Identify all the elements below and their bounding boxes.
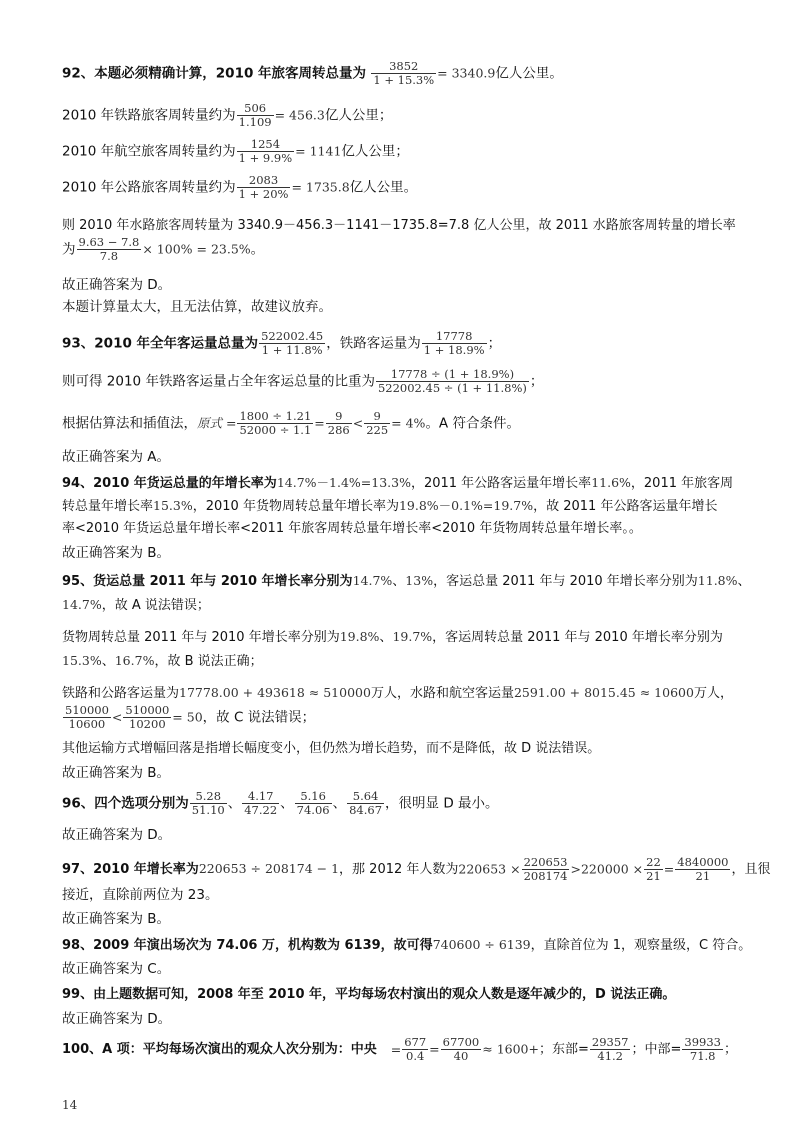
numerator: 9	[364, 410, 390, 424]
q92-line5: 则 2010 年水路旅客周转量为 3340.9－456.3－1141－1735.8=7.8 亿人公里，故 2011 水路旅客周转量的增长率	[62, 218, 736, 233]
denominator: 1.109	[238, 115, 272, 129]
fraction	[441, 1036, 482, 1063]
fraction	[326, 410, 352, 437]
denominator: 52000 ÷ 1.1	[239, 423, 312, 437]
numerator: 510000	[125, 703, 170, 717]
fraction	[242, 790, 279, 817]
q97-line1: 97、2010 年增长率为220653 ÷ 208174 − 1，那 2012 年人数为220653 × $\frac{220653}{208174}$ >220000 × $\frac{22}{21}$ = $\frac{4840000}{21}$ ，且很	[62, 855, 771, 883]
q95-line1: 95、货运总量 2011 年与 2010 年增长率分别为14.7%、13%，客运总量 2011 年与 2010 年增长率分别为11.8%、	[62, 573, 751, 589]
numerator: 29357	[591, 1035, 629, 1049]
denominator: 1 + 18.9%	[423, 343, 485, 357]
denominator: 286	[327, 423, 350, 437]
denominator: 40	[453, 1049, 469, 1063]
q92-answer: 故正确答案为 D。	[62, 277, 172, 293]
numerator: 1800 ÷ 1.21	[239, 409, 312, 423]
q98-line1: 98、2009 年演出场次为 74.06 万，机构数为 6139，故可得740600 ÷ 6139，直除首位为 1，观察量级，C 符合。	[62, 937, 752, 953]
denominator: 522002.45 ÷ (1 + 11.8%)	[377, 381, 527, 395]
numerator: 506	[237, 102, 274, 116]
numerator: 4840000	[677, 855, 729, 869]
numerator: 17778	[422, 330, 487, 344]
q95-line5: 铁路和公路客运量为17778.00 + 493618 ≈ 510000万人，水路和航空客运量2591.00 + 8015.45 ≈ 10600万人，	[62, 685, 733, 701]
denominator: 47.22	[244, 803, 278, 817]
numerator: 3852	[371, 60, 436, 74]
numerator: 677	[404, 1035, 427, 1049]
numerator: 4.17	[242, 790, 279, 804]
denominator: 225	[366, 423, 389, 437]
numerator: 2083	[237, 174, 291, 188]
q97-answer: 故正确答案为 B。	[62, 911, 171, 927]
q94-line1: 94、2010 年货运总量的年增长率为14.7%－1.4%=13.3%，2011 年公路客运量年增长率11.6%，2011 年旅客周	[62, 475, 734, 491]
denominator: 1 + 20%	[238, 187, 289, 201]
q96-line1: 96、四个选项分别为 $\frac{5.28}{51.10}$ 、 $\frac{4.17}{47.22}$ 、 $\frac{5.16}{74.06}$ 、 $\frac{5.64}{84.67}$ ，很明显 D 最小。	[62, 789, 499, 817]
fraction	[590, 1036, 631, 1063]
numerator: 5.16	[295, 790, 332, 804]
q93-answer: 故正确答案为 A。	[62, 449, 171, 465]
fraction	[295, 790, 332, 817]
q92-note: 本题计算量太大，且无法估算，故建议放弃。	[62, 299, 332, 315]
numerator: 9	[326, 410, 352, 424]
fraction	[675, 856, 730, 883]
denominator: 41.2	[597, 1049, 623, 1063]
denominator: 7.8	[99, 249, 119, 263]
numerator: 67700	[442, 1035, 480, 1049]
q93-line1: 93、2010 年全年客运量总量为 $\frac{522002.45}{1 + 11.8\%}$ ，铁路客运量为 $\frac{17778}{1 + 18.9\%}$ ；	[62, 329, 502, 357]
denominator: 74.06	[296, 803, 330, 817]
q92-line2: 2010 年铁路旅客周转量约为 $\frac{506}{1.109}$ = 456.3亿人公里；	[62, 101, 393, 129]
q95-line3: 货物周转总量 2011 年与 2010 年增长率分别为19.8%、19.7%，客运周转总量 2011 年与 2010 年增长率分别为	[62, 629, 723, 645]
fraction	[644, 856, 663, 883]
q96-answer: 故正确答案为 D。	[62, 827, 172, 843]
q92-line4: 2010 年公路旅客周转量约为 $\frac{2083}{1 + 20\%}$ = 1735.8亿人公里。	[62, 173, 418, 201]
q92-number: 92、本题必须精确计算，2010 年旅客周转总量为	[62, 65, 367, 82]
denominator: 208174	[523, 869, 568, 883]
fraction	[237, 102, 274, 129]
q94-line2: 转总量年增长率15.3%，2010 年货物周转总量年增长率为19.8%－0.1%=19.7%，故 2011 年公路客运量年增长	[62, 498, 718, 514]
page-number: 14	[62, 1098, 78, 1112]
q95-line6: $\frac{510000}{10600}$ < $\frac{510000}{10200}$ = 50，故 C 说法错误；	[65, 703, 316, 731]
denominator: 71.8	[689, 1049, 716, 1063]
q100-line1: 100、A 项：平均每场次演出的观众人次分别为：中央 = $\frac{677}{0.4}$ = $\frac{67700}{40}$ ≈ 1600+；东部= $\frac{29357}{41.2}$ ；中部= $\frac{39933}{71.8}$ ；	[62, 1035, 737, 1063]
fraction	[522, 856, 570, 883]
denominator: 1 + 15.3%	[373, 73, 435, 87]
fraction	[364, 410, 390, 437]
numerator: 1254	[237, 138, 294, 152]
q93-line2: 则可得 2010 年铁路客运量占全年客运总量的比重为 $\frac{17778 \div (1 + 18.9\%)}{522002.45 \div (1 + 11.8\%)}$ ；	[62, 367, 544, 395]
q99-line1: 99、由上题数据可知，2008 年至 2010 年，平均每场农村演出的观众人数是逐年减少的，D 说法正确。	[62, 987, 676, 1002]
q95-line7: 其他运输方式增幅回落是指增长幅度变小，但仍然为增长趋势，而不是降低，故 D 说法错误。	[62, 741, 601, 756]
q93-line3: 根据估算法和插值法，原式 = $\frac{1800 \div 1.21}{52000 \div 1.1}$ = $\frac{9}{286}$ < $\frac{9}{225}$ = 4%。A 符合条件。	[62, 409, 520, 437]
numerator: 510000	[65, 703, 109, 717]
numerator: 220653	[523, 855, 568, 869]
q95-line4: 15.3%、16.7%，故 B 说法正确；	[62, 653, 263, 669]
q92-line1: 92、本题必须精确计算，2010 年旅客周转总量为 $\frac{3852}{1 + 15.3\%}$ = 3340.9亿人公里。	[62, 59, 563, 87]
fraction	[259, 330, 325, 357]
fraction	[376, 368, 529, 395]
numerator: 5.28	[190, 790, 227, 804]
q97-line2: 接近，直除前两位为 23。	[62, 887, 219, 903]
denominator: 51.10	[191, 803, 225, 817]
numerator: 5.64	[347, 790, 384, 804]
denominator: 10600	[68, 717, 106, 731]
denominator: 0.4	[406, 1049, 425, 1063]
fraction	[347, 790, 384, 817]
denominator: 84.67	[349, 803, 383, 817]
denominator: 1 + 11.8%	[261, 343, 323, 357]
q95-line2: 14.7%，故 A 说法错误；	[62, 597, 210, 613]
numerator: 22	[646, 855, 661, 869]
denominator: 21	[695, 869, 711, 883]
q98-answer: 故正确答案为 C。	[62, 961, 171, 977]
fraction	[190, 790, 227, 817]
fraction	[682, 1036, 723, 1063]
denominator: 1 + 9.9%	[238, 151, 293, 165]
fraction	[371, 60, 436, 87]
fraction	[402, 1036, 428, 1063]
fraction	[422, 330, 487, 357]
numerator: 9.63 − 7.8	[78, 235, 140, 249]
q92-line3: 2010 年航空旅客周转量约为 $\frac{1254}{1 + 9.9\%}$ = 1141亿人公里；	[62, 137, 409, 165]
fraction	[77, 236, 142, 263]
fraction	[123, 704, 171, 731]
fraction	[237, 174, 291, 201]
q92-line6: 为 $\frac{9.63 - 7.8}{7.8}$ × 100% = 23.5%。	[62, 235, 265, 263]
q94-line3: 率<2010 年货运总量年增长率<2011 年旅客周转总量年增长率<2010 年货物周转总量年增长率。。	[62, 521, 642, 536]
fraction	[237, 138, 294, 165]
denominator: 21	[646, 869, 661, 883]
q95-answer: 故正确答案为 B。	[62, 765, 171, 781]
numerator: 17778 ÷ (1 + 18.9%)	[376, 368, 529, 382]
q94-answer: 故正确答案为 B。	[62, 545, 171, 561]
fraction	[63, 704, 111, 731]
denominator: 10200	[129, 717, 166, 731]
q99-answer: 故正确答案为 D。	[62, 1011, 172, 1027]
numerator: 39933	[684, 1035, 721, 1049]
numerator: 522002.45	[261, 329, 324, 343]
fraction	[237, 410, 313, 437]
